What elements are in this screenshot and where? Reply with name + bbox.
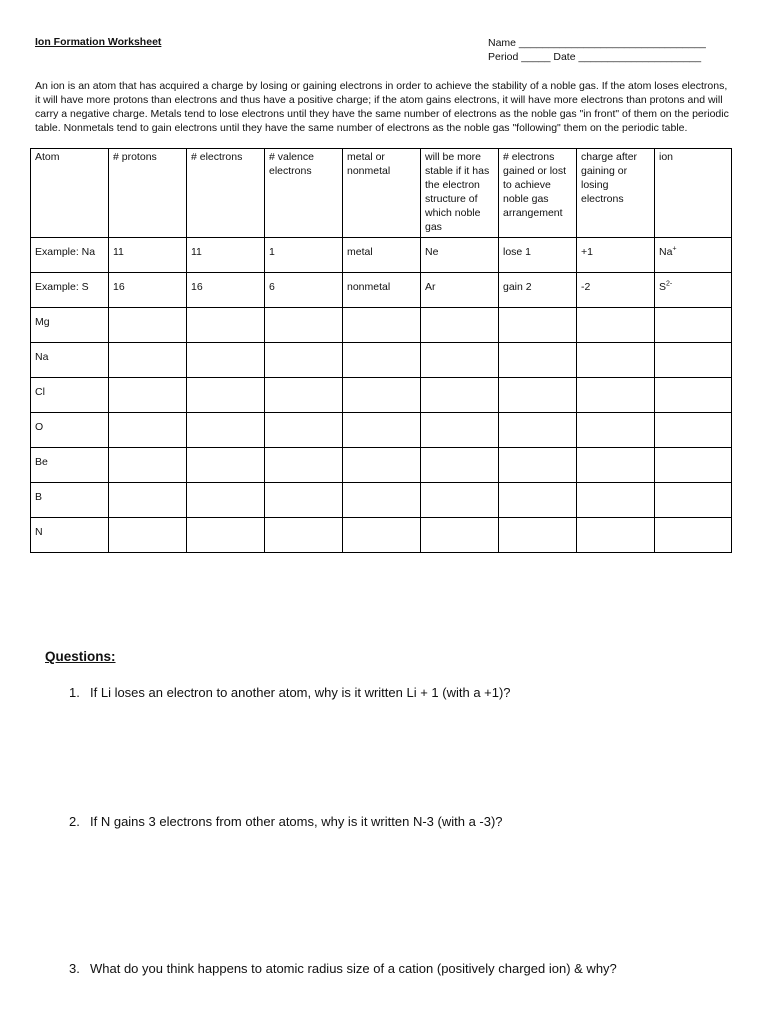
cell-ion xyxy=(655,238,732,273)
cell-atom: Cl xyxy=(31,378,109,413)
table-row xyxy=(31,378,732,413)
header-atom: Atom xyxy=(31,149,109,238)
answer-cell[interactable] xyxy=(499,483,577,518)
table-row xyxy=(31,448,732,483)
answer-cell[interactable] xyxy=(499,378,577,413)
answer-cell[interactable] xyxy=(187,343,265,378)
answer-cell[interactable] xyxy=(421,308,499,343)
answer-cell[interactable] xyxy=(109,378,187,413)
answer-cell[interactable] xyxy=(109,518,187,553)
header-metal-nonmetal: metal or nonmetal xyxy=(343,149,421,238)
answer-cell[interactable] xyxy=(577,483,655,518)
cell-valence: 6 xyxy=(265,273,343,308)
table-row xyxy=(31,483,732,518)
answer-cell[interactable] xyxy=(421,518,499,553)
table-row xyxy=(31,273,732,308)
answer-cell[interactable] xyxy=(265,518,343,553)
cell-charge: +1 xyxy=(577,238,655,273)
answer-cell[interactable] xyxy=(421,378,499,413)
question-item xyxy=(69,961,617,976)
answer-cell[interactable] xyxy=(265,343,343,378)
answer-cell[interactable] xyxy=(265,413,343,448)
question-text: If Li loses an electron to another atom, why is it written Li + 1 (with a +1)? xyxy=(90,685,511,700)
answer-cell[interactable] xyxy=(343,448,421,483)
cell-change: lose 1 xyxy=(499,238,577,273)
answer-cell[interactable] xyxy=(655,448,732,483)
answer-cell[interactable] xyxy=(343,378,421,413)
cell-atom: Na xyxy=(31,343,109,378)
answer-cell[interactable] xyxy=(499,343,577,378)
table-header-row xyxy=(31,149,732,238)
ion-symbol: S xyxy=(659,281,667,293)
cell-noble: Ne xyxy=(421,238,499,273)
answer-cell[interactable] xyxy=(265,448,343,483)
table-row xyxy=(31,238,732,273)
answer-cell[interactable] xyxy=(577,448,655,483)
table-row xyxy=(31,343,732,378)
answer-cell[interactable] xyxy=(343,413,421,448)
question-text: What do you think happens to atomic radius size of a cation (positively charged ion) & why? xyxy=(90,961,617,976)
header-electron-change: # electrons gained or lost to achieve noble gas arrangement xyxy=(499,149,577,238)
answer-cell[interactable] xyxy=(577,343,655,378)
answer-cell[interactable] xyxy=(577,413,655,448)
student-info-block xyxy=(488,36,706,64)
answer-cell[interactable] xyxy=(421,483,499,518)
answer-cell[interactable] xyxy=(577,308,655,343)
header-valence: # valence electrons xyxy=(265,149,343,238)
questions-heading: Questions: xyxy=(45,649,116,664)
cell-type: nonmetal xyxy=(343,273,421,308)
table-row xyxy=(31,518,732,553)
answer-cell[interactable] xyxy=(655,518,732,553)
answer-cell[interactable] xyxy=(187,378,265,413)
ion-charge: 2- xyxy=(666,280,673,288)
answer-cell[interactable] xyxy=(499,448,577,483)
cell-protons: 16 xyxy=(109,273,187,308)
worksheet-title: Ion Formation Worksheet xyxy=(35,36,162,48)
cell-ion xyxy=(655,273,732,308)
answer-cell[interactable] xyxy=(187,413,265,448)
answer-cell[interactable] xyxy=(655,343,732,378)
question-number: 2. xyxy=(69,814,80,829)
answer-cell[interactable] xyxy=(421,413,499,448)
answer-cell[interactable] xyxy=(187,518,265,553)
cell-atom: N xyxy=(31,518,109,553)
cell-atom: B xyxy=(31,483,109,518)
table-row xyxy=(31,413,732,448)
cell-valence: 1 xyxy=(265,238,343,273)
answer-cell[interactable] xyxy=(343,483,421,518)
cell-type: metal xyxy=(343,238,421,273)
answer-cell[interactable] xyxy=(577,378,655,413)
cell-electrons: 16 xyxy=(187,273,265,308)
answer-cell[interactable] xyxy=(265,483,343,518)
header-ion: ion xyxy=(655,149,732,238)
answer-cell[interactable] xyxy=(109,483,187,518)
answer-cell[interactable] xyxy=(499,518,577,553)
answer-cell[interactable] xyxy=(109,343,187,378)
question-item xyxy=(69,685,511,700)
answer-cell[interactable] xyxy=(421,448,499,483)
ion-charge: + xyxy=(672,245,677,253)
answer-cell[interactable] xyxy=(343,343,421,378)
question-item xyxy=(69,814,503,829)
answer-cell[interactable] xyxy=(187,448,265,483)
cell-noble: Ar xyxy=(421,273,499,308)
answer-cell[interactable] xyxy=(655,413,732,448)
cell-protons: 11 xyxy=(109,238,187,273)
answer-cell[interactable] xyxy=(187,483,265,518)
answer-cell[interactable] xyxy=(343,308,421,343)
period-date-line: Period _____ Date _____________________ xyxy=(488,51,702,63)
answer-cell[interactable] xyxy=(655,308,732,343)
answer-cell[interactable] xyxy=(655,483,732,518)
cell-atom: Be xyxy=(31,448,109,483)
question-text: If N gains 3 electrons from other atoms, why is it written N-3 (with a -3)? xyxy=(90,814,503,829)
cell-electrons: 11 xyxy=(187,238,265,273)
cell-atom: Mg xyxy=(31,308,109,343)
ion-formation-table xyxy=(30,148,732,553)
name-line: Name ________________________________ xyxy=(488,37,706,49)
answer-cell[interactable] xyxy=(421,343,499,378)
cell-atom: Example: Na xyxy=(31,238,109,273)
intro-paragraph: An ion is an atom that has acquired a charge by losing or gaining electrons in order to achieve the stability of a noble gas. If the atom loses electrons, it will have more protons than electrons and thus have a positive charge; if the atom gains electrons, it will have more electrons than protons and will carry a negative charge. Metals tend to lose electrons until they have the same number of electrons as the noble gas "in front" of them on the periodic table. Nonmetals tend to gain electrons until they have the same number of electrons as the noble gas "following" them on the periodic table. xyxy=(35,80,729,134)
question-number: 3. xyxy=(69,961,80,976)
ion-symbol: Na xyxy=(659,246,673,258)
answer-cell[interactable] xyxy=(343,518,421,553)
header-noble-gas: will be more stable if it has the electron structure of which noble gas xyxy=(421,149,499,238)
answer-cell[interactable] xyxy=(265,308,343,343)
answer-cell[interactable] xyxy=(109,308,187,343)
cell-atom: O xyxy=(31,413,109,448)
header-charge: charge after gaining or losing electrons xyxy=(577,149,655,238)
header-electrons: # electrons xyxy=(187,149,265,238)
answer-cell[interactable] xyxy=(265,378,343,413)
answer-cell[interactable] xyxy=(109,448,187,483)
cell-atom: Example: S xyxy=(31,273,109,308)
answer-cell[interactable] xyxy=(499,308,577,343)
question-number: 1. xyxy=(69,685,80,700)
cell-charge: -2 xyxy=(577,273,655,308)
answer-cell[interactable] xyxy=(655,378,732,413)
header-protons: # protons xyxy=(109,149,187,238)
table-row xyxy=(31,308,732,343)
answer-cell[interactable] xyxy=(109,413,187,448)
answer-cell[interactable] xyxy=(577,518,655,553)
answer-cell[interactable] xyxy=(499,413,577,448)
answer-cell[interactable] xyxy=(187,308,265,343)
cell-change: gain 2 xyxy=(499,273,577,308)
